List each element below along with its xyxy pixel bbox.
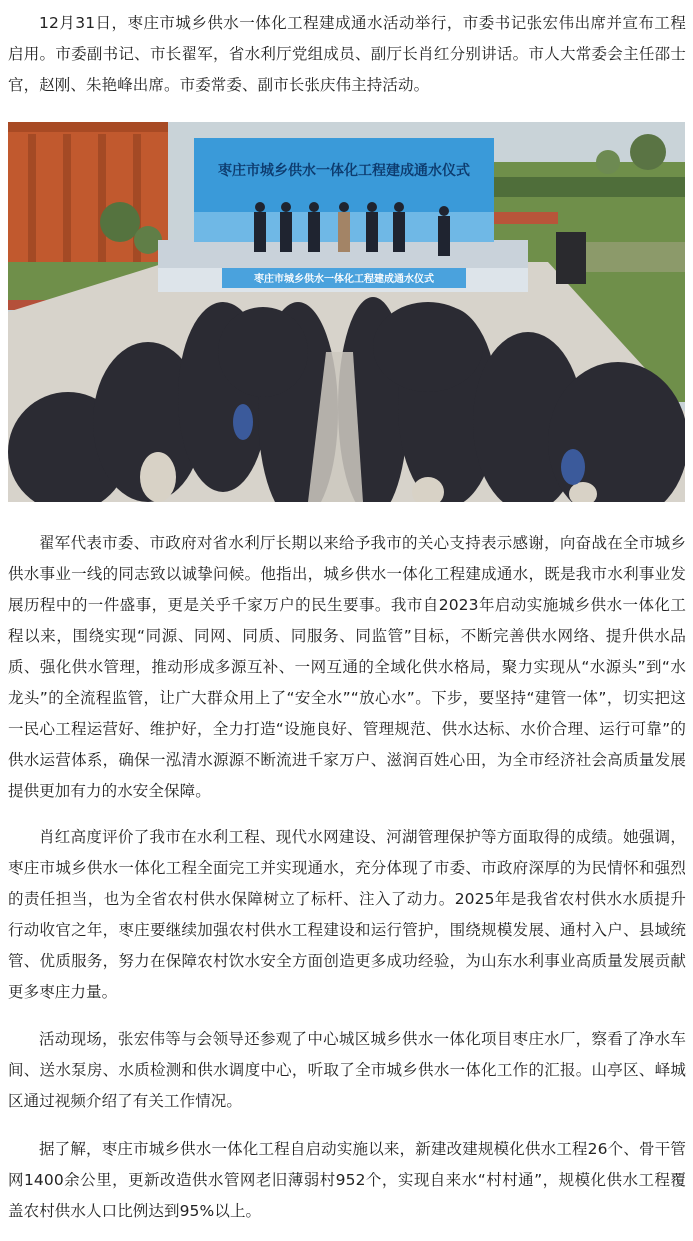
article-paragraph-zhaijun: 翟军代表市委、市政府对省水利厅长期以来给予我市的关心支持表示感谢，向奋战在全市城乡供水事业一线的同志致以诚挚问候。他指出，城乡供水一体化工程建成通水，既是我市水利事业发展历程中的一件盛事，更是关乎千家万户的民生要事。我市自2023年启动实施城乡供水一体化工程以来，围绕实现“同源、同网、同质、同服务、同监管”目标，不断完善供水网络、提升供水品质、强化供水管理，推动形成多源互补、一网互通的全域化供水格局，聚力实现从“水源头”到“水龙头”的全流程监管，让广大群众用上了“安全水”“放心水”。下步，要坚持“建管一体”，切实把这一民心工程运营好、维护好，全力打造“设施良好、管理规范、供水达标、水价合理、运行可靠”的供水运营体系，确保一泓清水源源不断流进千家万户、滋润百姓心田，为全市经济社会高质量发展提供更加有力的水安全保障。: [8, 534, 686, 800]
stage-front-text: 枣庄市城乡供水一体化工程建成通水仪式: [254, 274, 434, 285]
article-paragraph-xiaohong: 肖红高度评价了我市在水利工程、现代水网建设、河湖管理保护等方面取得的成绩。她强调，枣庄市城乡供水一体化工程全面完工并实现通水，充分体现了市委、市政府深厚的为民情怀和强烈的责任担当，也为全省农村供水保障树立了标杆、注入了动力。2025年是我省农村供水水质提升行动收官之年，枣庄要继续加强农村供水工程建设和运行管护，围绕规模发展、通村入户、县域统管、优质服务，努力在保障农村饮水安全方面创造更多成功经验，为山东水利事业高质量发展贡献更多枣庄力量。: [8, 828, 686, 1001]
ceremony-photo: [8, 122, 685, 502]
article-paragraph-site-visit: 活动现场，张宏伟等与会领导还参观了中心城区城乡供水一体化项目枣庄水厂，察看了净水车间、送水泵房、水质检测和供水调度中心，听取了全市城乡供水一体化工作的汇报。山亭区、峄城区通过视频介绍了有关工作情况。: [8, 1030, 686, 1110]
article-paragraph-intro: 12月31日，枣庄市城乡供水一体化工程建成通水活动举行，市委书记张宏伟出席并宣布工程启用。市委副书记、市长翟军，省水利厅党组成员、副厅长肖红分别讲话。市人大常委会主任邵士官，赵刚、朱艳峰出席。市委常委、副市长张庆伟主持活动。: [8, 14, 686, 94]
article-paragraph-summary: 据了解，枣庄市城乡供水一体化工程自启动实施以来，新建改建规模化供水工程26个、骨干管网1400余公里，更新改造供水管网老旧薄弱村952个，实现自来水“村村通”，规模化供水工程覆盖农村供水人口比例达到95%以上。: [8, 1140, 686, 1220]
backdrop-banner-text: 枣庄市城乡供水一体化工程建成通水仪式: [218, 164, 470, 179]
